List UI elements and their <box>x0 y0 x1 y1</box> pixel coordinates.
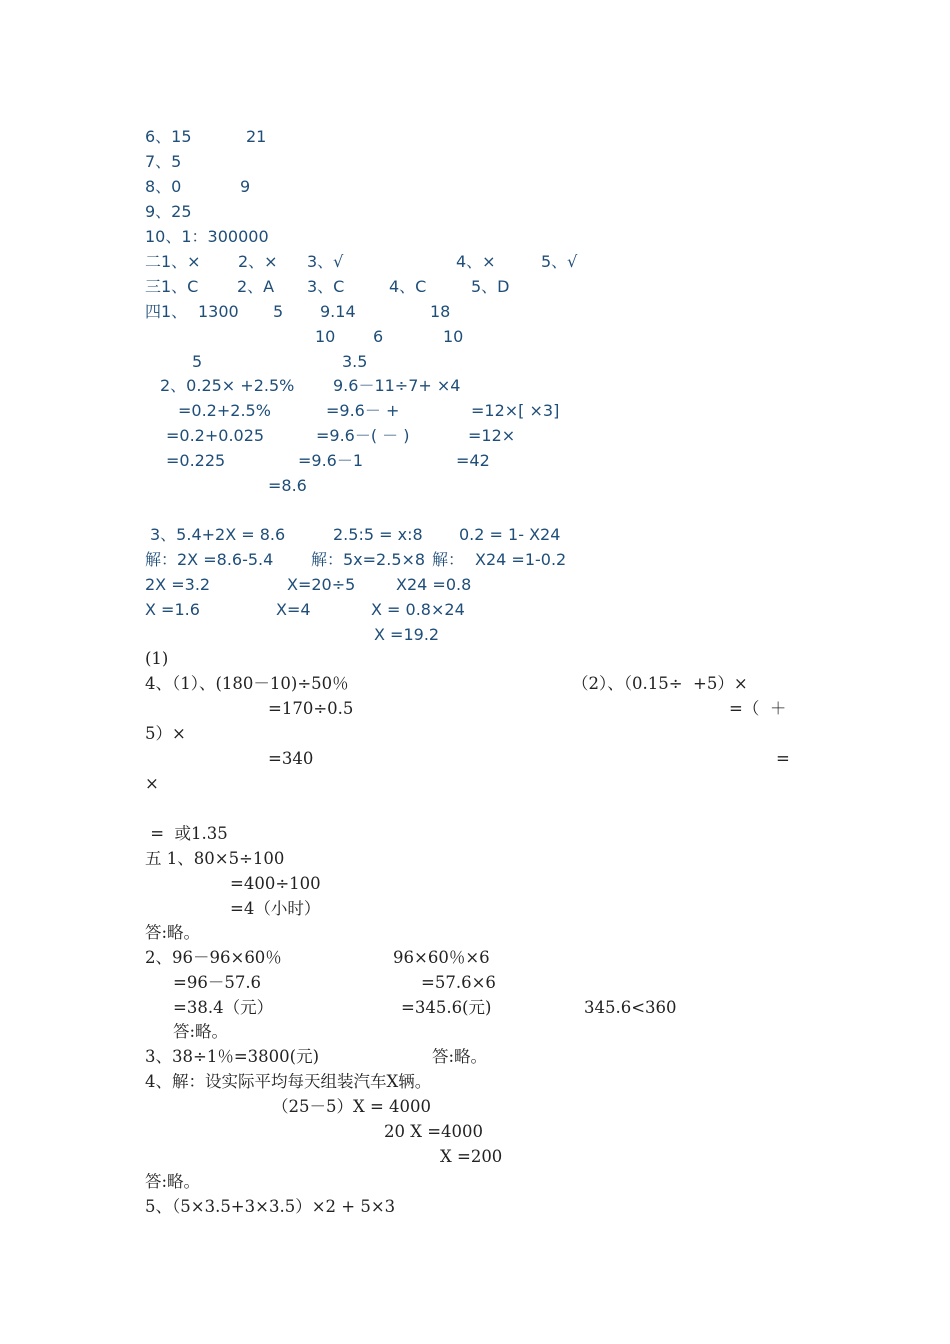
answer-line: 96×60％×6 <box>393 948 490 967</box>
answer-line: 四1、 <box>145 302 188 321</box>
answer-line: =4（小时） <box>230 899 321 918</box>
equation-line: X24 =1-0.2 <box>475 550 567 569</box>
answer-line: 五 1、80×5÷100 <box>145 849 285 868</box>
calc-line: =9.6－ + <box>326 401 400 420</box>
answer-line: 9.14 <box>320 302 356 321</box>
answer-line: 21 <box>246 127 267 146</box>
answer-line: 4、C <box>389 277 427 296</box>
answer-line: =400÷100 <box>230 874 321 893</box>
answer-line: 8、0 <box>145 177 182 196</box>
answer-line: 3、C <box>307 277 345 296</box>
equation-line: 解：2X =8.6-5.4 <box>145 550 274 569</box>
equation-line: 0.2 = 1- X24 <box>459 525 561 544</box>
calc-line: =42 <box>456 451 490 470</box>
answer-line: 三1、C <box>145 277 199 296</box>
equation-line: X24 =0.8 <box>396 575 472 594</box>
calc-line: × <box>145 774 159 793</box>
equation-line: 2.5:5 = x:8 <box>333 525 423 544</box>
calc-line: 4、（1）、(180－10)÷50％ <box>145 674 349 693</box>
answer-line: 345.6<360 <box>584 998 677 1017</box>
answer-line: 3、38÷1％=3800(元) <box>145 1047 320 1066</box>
answer-line: 5、D <box>471 277 510 296</box>
answer-line: =38.4（元） <box>173 998 274 1017</box>
answer-line: 6 <box>373 327 384 346</box>
answer-line: 答:略。 <box>173 1022 229 1041</box>
answer-line: 6、15 <box>145 127 192 146</box>
calc-line: =12×[ ×3] <box>471 401 560 420</box>
calc-line: =0.2+2.5% <box>178 401 271 420</box>
calc-line: （2）、（0.15÷ +5）× <box>572 674 748 693</box>
answer-line: 10 <box>315 327 336 346</box>
answer-line: 9 <box>240 177 251 196</box>
answer-line: 4、× <box>456 252 496 271</box>
calc-line: =0.225 <box>166 451 226 470</box>
calc-line: =12× <box>468 426 516 445</box>
calc-line: =9.6－( － ) <box>316 426 410 445</box>
answer-line: 3.5 <box>342 352 368 371</box>
answer-line: 20 X =4000 <box>384 1122 484 1141</box>
answer-line: 1300 <box>198 302 239 321</box>
calc-line: 2、0.25× +2.5% <box>160 376 295 395</box>
answer-line: 3、√ <box>307 252 344 271</box>
answer-line: 5 <box>273 302 284 321</box>
answer-line: 5、√ <box>541 252 578 271</box>
answer-line: X =200 <box>440 1147 503 1166</box>
answer-line: 7、5 <box>145 152 182 171</box>
calc-line: =340 <box>268 749 314 768</box>
answer-line: 2、A <box>237 277 275 296</box>
equation-line: 解： <box>432 550 465 569</box>
equation-line: 2X =3.2 <box>145 575 211 594</box>
answer-line: =57.6×6 <box>421 973 496 992</box>
calc-line: 5）× <box>145 724 186 743</box>
equation-line: 解：5x=2.5×8 <box>311 550 426 569</box>
answer-line: 10、1：300000 <box>145 227 269 246</box>
answer-line: =345.6(元) <box>401 998 492 1017</box>
answer-line: （25－5）X = 4000 <box>272 1097 432 1116</box>
calc-line: =170÷0.5 <box>268 699 354 718</box>
answer-line: 答:略。 <box>145 1172 201 1191</box>
calc-line: 9.6－11÷7+ ×4 <box>333 376 461 395</box>
answer-line: =96－57.6 <box>173 973 262 992</box>
equation-line: X=20÷5 <box>287 575 356 594</box>
calc-line: =（ ＋ <box>729 699 787 718</box>
equation-line: X =19.2 <box>374 625 440 644</box>
answer-line: 18 <box>430 302 451 321</box>
answer-line: 10 <box>443 327 464 346</box>
answer-line: 5 <box>192 352 203 371</box>
answer-line: 4、解：设实际平均每天组装汽车X辆。 <box>145 1072 432 1091</box>
answer-line: 9、25 <box>145 202 192 221</box>
answer-line: 答:略。 <box>145 923 201 942</box>
answer-line: 2、× <box>238 252 278 271</box>
answer-line: 二1、× <box>145 252 201 271</box>
equation-line: 3、5.4+2X = 8.6 <box>150 525 286 544</box>
calc-line: = 或1.35 <box>145 824 228 843</box>
equation-line: X =1.6 <box>145 600 200 619</box>
answer-line: (1) <box>145 649 169 668</box>
calc-line: =8.6 <box>268 476 307 495</box>
answer-line: 5、（5×3.5+3×3.5）×2 + 5×3 <box>145 1197 396 1216</box>
calc-line: = <box>776 749 790 768</box>
calc-line: =0.2+0.025 <box>166 426 265 445</box>
answer-line: 2、96－96×60％ <box>145 948 282 967</box>
answer-line: 答:略。 <box>432 1047 488 1066</box>
equation-line: X=4 <box>276 600 311 619</box>
calc-line: =9.6－1 <box>298 451 364 470</box>
equation-line: X = 0.8×24 <box>371 600 465 619</box>
